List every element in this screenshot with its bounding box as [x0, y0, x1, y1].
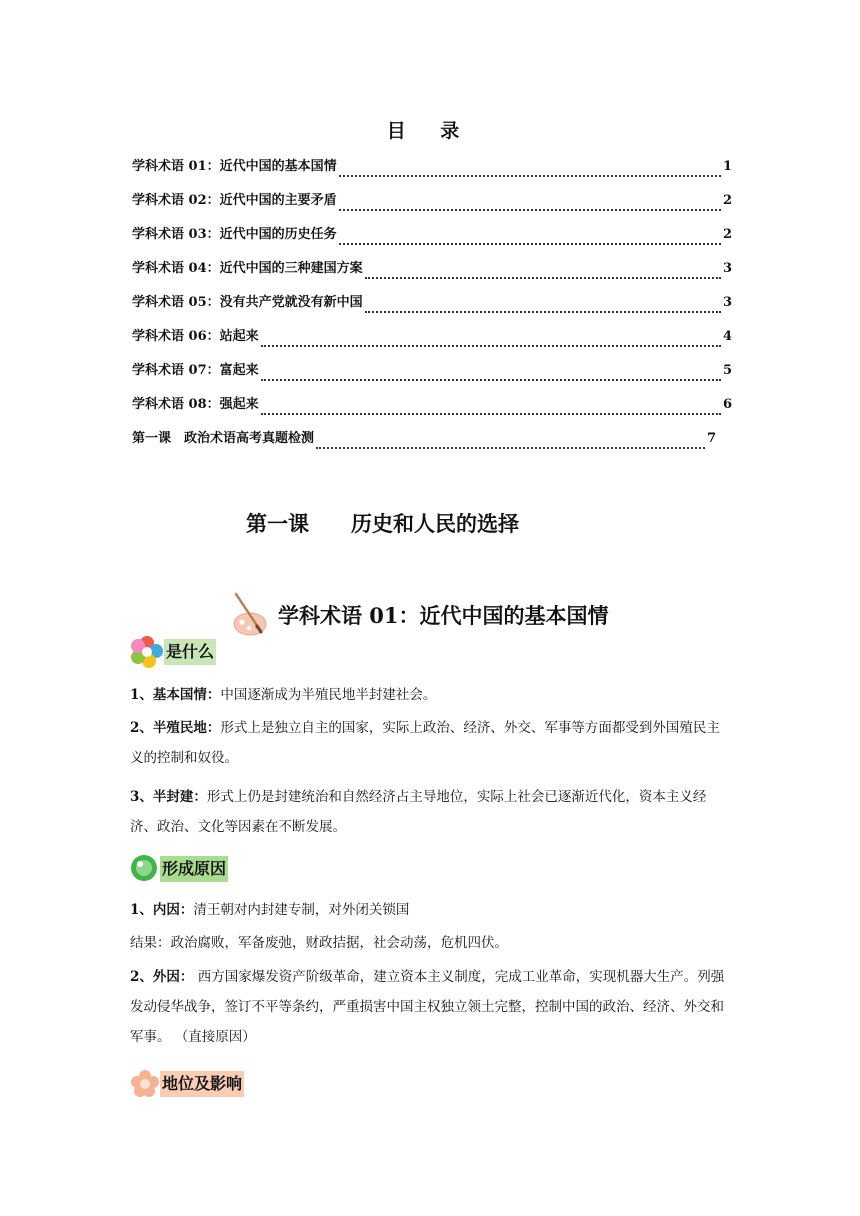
toc-page-number: 5: [722, 363, 732, 378]
paragraph-semi-colonial: [130, 713, 730, 773]
toc-entry-label: 学科术语 04：近代中国的三种建国方案: [132, 261, 363, 276]
term-label: 3、半封建：: [130, 789, 207, 805]
toc-entry-label: 学科术语 07：富起来: [132, 363, 259, 378]
toc-entry-exam[interactable]: [132, 427, 716, 461]
paragraph-internal-cause: [130, 895, 730, 925]
toc-leader-dots: [365, 311, 721, 313]
toc-page-number: 2: [722, 193, 732, 208]
toc-entry-label: 学科术语 02：近代中国的主要矛盾: [132, 193, 337, 208]
section-heading-impact: [130, 1068, 244, 1100]
toc-leader-dots: [339, 243, 721, 245]
section-heading-label: 是什么: [164, 639, 216, 665]
section-heading-label: 地位及影响: [160, 1071, 244, 1097]
toc-entry-01[interactable]: [132, 155, 732, 189]
toc-page-number: 3: [722, 295, 732, 310]
paragraph-external-cause: [130, 962, 730, 1052]
toc-entry-03[interactable]: [132, 223, 732, 257]
toc-leader-dots: [339, 175, 721, 177]
term-heading-text: 学科术语 01：近代中国的基本国情: [278, 603, 609, 628]
flower-icon: [130, 634, 164, 670]
paragraph-semi-feudal: [130, 782, 730, 842]
term-text: 西方国家爆发资产阶级革命，建立资本主义制度，完成工业革命，实现机器大生产。列强发动侵华战争，签订不平等条约，严重损害中国主权独立领土完整，控制中国的政治、经济、外交和军事。 （直接原因）: [130, 969, 725, 1045]
toc-page-number: 4: [722, 329, 732, 344]
paragraph-basic-situation: [130, 680, 730, 710]
section-heading-what: [130, 634, 216, 670]
toc-page-number: 3: [722, 261, 732, 276]
term-text: 清王朝对内封建专制，对外闭关锁国: [193, 902, 410, 918]
toc-page-number: 1: [722, 159, 732, 174]
toc-leader-dots: [316, 447, 705, 449]
term-text: 形式上是独立自主的国家，实际上政治、经济、外交、军事等方面都受到外国殖民主义的控制和奴役。: [130, 720, 720, 766]
toc-leader-dots: [261, 379, 721, 381]
paragraph-result: [130, 928, 730, 958]
table-of-contents: [132, 155, 732, 461]
term-heading: [230, 590, 609, 640]
toc-entry-08[interactable]: [132, 393, 732, 427]
toc-leader-dots: [261, 345, 721, 347]
term-text: 形式上仍是封建统治和自然经济占主导地位，实际上社会已逐渐近代化，资本主义经济、政治、文化等因素在不断发展。: [130, 789, 707, 835]
green-circle-icon: [130, 852, 160, 886]
term-label: 1、基本国情：: [130, 687, 221, 703]
term-text: 结果：政治腐败，军备废弛，财政拮据，社会动荡，危机四伏。: [130, 935, 508, 951]
section-heading-label: 形成原因: [160, 856, 228, 882]
lesson-title: 第一课 历史和人民的选择: [246, 511, 519, 536]
toc-page-number: 6: [722, 397, 732, 412]
toc-entry-label: 学科术语 03：近代中国的历史任务: [132, 227, 337, 242]
toc-page-number: 2: [722, 227, 732, 242]
toc-entry-05[interactable]: [132, 291, 732, 325]
term-label: 2、半殖民地：: [130, 720, 221, 736]
toc-entry-02[interactable]: [132, 189, 732, 223]
toc-entry-04[interactable]: [132, 257, 732, 291]
toc-entry-07[interactable]: [132, 359, 732, 393]
term-label: 1、内因：: [130, 902, 194, 918]
toc-entry-label: 学科术语 08：强起来: [132, 397, 259, 412]
term-label: 2、外因：: [130, 969, 194, 985]
toc-entry-label: 学科术语 05：没有共产党就没有新中国: [132, 295, 363, 310]
peach-flower-icon: [130, 1068, 160, 1100]
toc-title: 目 录: [386, 120, 474, 142]
palette-brush-icon: [230, 590, 276, 640]
term-text: 中国逐渐成为半殖民地半封建社会。: [220, 687, 437, 703]
toc-leader-dots: [339, 209, 721, 211]
toc-entry-label: 第一课 政治术语高考真题检测: [132, 431, 315, 446]
toc-entry-label: 学科术语 06：站起来: [132, 329, 259, 344]
toc-leader-dots: [261, 413, 721, 415]
toc-leader-dots: [365, 277, 721, 279]
toc-entry-06[interactable]: [132, 325, 732, 359]
toc-page-number: 7: [706, 431, 716, 446]
section-heading-cause: [130, 852, 228, 886]
toc-entry-label: 学科术语 01：近代中国的基本国情: [132, 159, 337, 174]
